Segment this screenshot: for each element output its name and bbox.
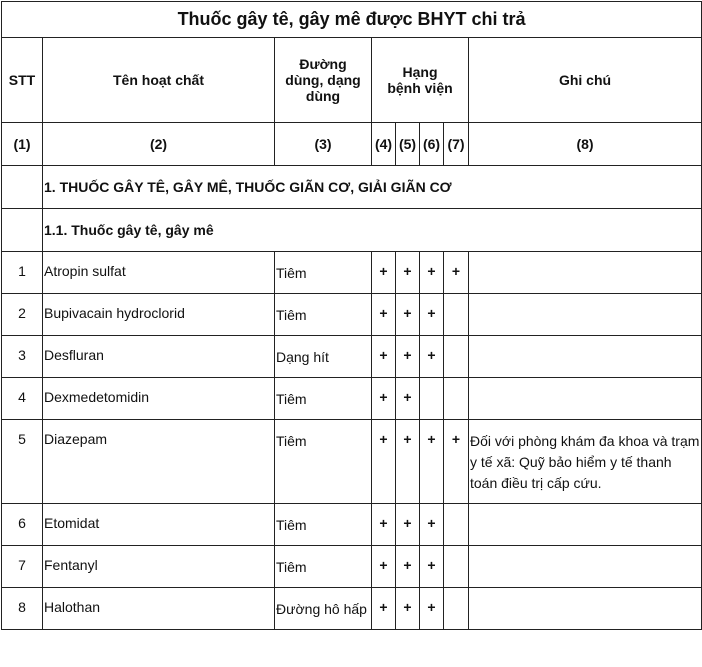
- row-note: [469, 294, 702, 336]
- col-number-3: (3): [275, 123, 372, 166]
- row-name: Diazepam: [43, 420, 275, 504]
- row-rank-5: +: [396, 504, 420, 546]
- row-rank-6: +: [420, 588, 444, 630]
- col-number-8: (8): [469, 123, 702, 166]
- table-row: [2, 336, 702, 378]
- row-rank-5: +: [396, 420, 420, 504]
- row-rank-5: +: [396, 294, 420, 336]
- row-rank-6: +: [420, 504, 444, 546]
- header-hospital-rank: Hạng bệnh viện: [372, 38, 469, 123]
- header-stt: STT: [2, 38, 43, 123]
- row-note: [469, 252, 702, 294]
- row-rank-7: [444, 336, 469, 378]
- row-stt: 5: [2, 420, 43, 504]
- table-row: [2, 420, 702, 504]
- row-note: [469, 336, 702, 378]
- row-name: Halothan: [43, 588, 275, 630]
- subsection-heading: 1.1. Thuốc gây tê, gây mê: [43, 209, 702, 252]
- row-rank-6: [420, 378, 444, 420]
- table-row: [2, 378, 702, 420]
- row-note: [469, 378, 702, 420]
- row-name: Etomidat: [43, 504, 275, 546]
- row-rank-4: +: [372, 588, 396, 630]
- subsection-spacer: [2, 209, 43, 252]
- col-number-5: (5): [396, 123, 420, 166]
- row-rank-5: +: [396, 378, 420, 420]
- row-route: Tiêm: [275, 546, 372, 588]
- row-rank-7: [444, 504, 469, 546]
- row-note: [469, 504, 702, 546]
- table-row: [2, 546, 702, 588]
- row-route: Tiêm: [275, 252, 372, 294]
- drug-table: [1, 1, 702, 630]
- row-rank-5: +: [396, 336, 420, 378]
- row-name: Fentanyl: [43, 546, 275, 588]
- row-rank-5: +: [396, 546, 420, 588]
- row-rank-7: [444, 294, 469, 336]
- row-rank-4: +: [372, 420, 396, 504]
- col-number-1: (1): [2, 123, 43, 166]
- header-route: Đường dùng, dạng dùng: [275, 38, 372, 123]
- section-spacer: [2, 166, 43, 209]
- col-number-7: (7): [444, 123, 469, 166]
- row-stt: 8: [2, 588, 43, 630]
- row-rank-7: +: [444, 252, 469, 294]
- row-rank-7: [444, 378, 469, 420]
- row-note: [469, 546, 702, 588]
- row-rank-7: [444, 588, 469, 630]
- row-name: Atropin sulfat: [43, 252, 275, 294]
- row-rank-5: +: [396, 252, 420, 294]
- row-note: [469, 588, 702, 630]
- row-stt: 3: [2, 336, 43, 378]
- row-rank-4: +: [372, 504, 396, 546]
- table-row: [2, 504, 702, 546]
- row-rank-4: +: [372, 294, 396, 336]
- header-note: Ghi chú: [469, 38, 702, 123]
- table-row: [2, 294, 702, 336]
- row-name: Bupivacain hydroclorid: [43, 294, 275, 336]
- row-rank-6: +: [420, 294, 444, 336]
- row-rank-5: +: [396, 588, 420, 630]
- row-rank-4: +: [372, 378, 396, 420]
- row-rank-6: +: [420, 420, 444, 504]
- table-title: Thuốc gây tê, gây mê được BHYT chi trả: [2, 2, 702, 38]
- table-row: [2, 588, 702, 630]
- col-number-6: (6): [420, 123, 444, 166]
- row-route: Dạng hít: [275, 336, 372, 378]
- row-name: Dexmedetomidin: [43, 378, 275, 420]
- row-stt: 1: [2, 252, 43, 294]
- row-route: Tiêm: [275, 504, 372, 546]
- row-rank-6: +: [420, 546, 444, 588]
- section-heading: 1. THUỐC GÂY TÊ, GÂY MÊ, THUỐC GIÃN CƠ, GIẢI GIÃN CƠ: [43, 166, 702, 209]
- col-number-4: (4): [372, 123, 396, 166]
- row-stt: 2: [2, 294, 43, 336]
- row-rank-6: +: [420, 336, 444, 378]
- row-route: Đường hô hấp: [275, 588, 372, 630]
- row-name: Desfluran: [43, 336, 275, 378]
- header-name: Tên hoạt chất: [43, 38, 275, 123]
- row-stt: 4: [2, 378, 43, 420]
- row-rank-4: +: [372, 252, 396, 294]
- row-stt: 7: [2, 546, 43, 588]
- row-note: Đối với phòng khám đa khoa và trạm y tế xã: Quỹ bảo hiểm y tế thanh toán điều trị cấp cứu.: [469, 420, 702, 504]
- row-rank-6: +: [420, 252, 444, 294]
- row-rank-4: +: [372, 546, 396, 588]
- row-route: Tiêm: [275, 378, 372, 420]
- col-number-2: (2): [43, 123, 275, 166]
- row-stt: 6: [2, 504, 43, 546]
- table-row: [2, 252, 702, 294]
- row-route: Tiêm: [275, 294, 372, 336]
- row-route: Tiêm: [275, 420, 372, 504]
- row-rank-4: +: [372, 336, 396, 378]
- row-rank-7: [444, 546, 469, 588]
- row-rank-7: +: [444, 420, 469, 504]
